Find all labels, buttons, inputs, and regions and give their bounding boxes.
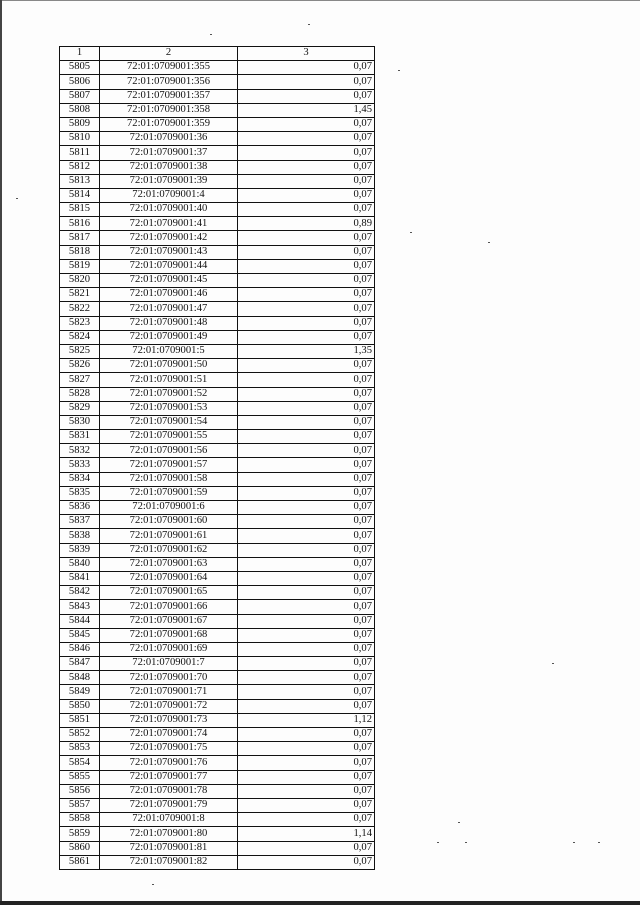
value-cell: 0,89: [238, 217, 375, 231]
row-number-cell: 5814: [60, 188, 100, 202]
table-row: [60, 288, 375, 302]
row-number-cell: 5817: [60, 231, 100, 245]
cadastral-number-cell: 72:01:0709001:43: [100, 245, 238, 259]
table-row: [60, 217, 375, 231]
row-number-cell: 5809: [60, 117, 100, 131]
page-bottom-edge: [0, 901, 640, 905]
value-cell: 1,45: [238, 103, 375, 117]
value-cell: 0,07: [238, 501, 375, 515]
cadastral-number-cell: 72:01:0709001:64: [100, 571, 238, 585]
row-number-cell: 5834: [60, 472, 100, 486]
value-cell: 0,07: [238, 203, 375, 217]
table-row: [60, 699, 375, 713]
value-cell: 0,07: [238, 75, 375, 89]
cadastral-number-cell: 72:01:0709001:73: [100, 713, 238, 727]
row-number-cell: 5806: [60, 75, 100, 89]
cadastral-number-cell: 72:01:0709001:67: [100, 614, 238, 628]
value-cell: 0,07: [238, 330, 375, 344]
page-left-edge: [0, 0, 2, 905]
value-cell: 0,07: [238, 699, 375, 713]
row-number-cell: 5857: [60, 798, 100, 812]
value-cell: 0,07: [238, 174, 375, 188]
value-cell: 0,07: [238, 784, 375, 798]
scan-speck: [437, 842, 439, 843]
cadastral-number-cell: 72:01:0709001:358: [100, 103, 238, 117]
table-row: [60, 784, 375, 798]
value-cell: 0,07: [238, 486, 375, 500]
value-cell: 0,07: [238, 841, 375, 855]
row-number-cell: 5837: [60, 515, 100, 529]
value-cell: 0,07: [238, 642, 375, 656]
row-number-cell: 5855: [60, 770, 100, 784]
column-header-1: 1: [60, 47, 100, 61]
table-row: [60, 274, 375, 288]
table-row: [60, 415, 375, 429]
row-number-cell: 5816: [60, 217, 100, 231]
scan-speck: [16, 198, 18, 199]
cadastral-number-cell: 72:01:0709001:81: [100, 841, 238, 855]
table-row: [60, 742, 375, 756]
table-row: [60, 685, 375, 699]
scan-speck: [488, 242, 490, 243]
value-cell: 0,07: [238, 359, 375, 373]
table-row: [60, 642, 375, 656]
cadastral-number-cell: 72:01:0709001:74: [100, 728, 238, 742]
value-cell: 0,07: [238, 472, 375, 486]
row-number-cell: 5848: [60, 671, 100, 685]
value-cell: 0,07: [238, 259, 375, 273]
value-cell: 0,07: [238, 430, 375, 444]
table-body: [60, 61, 375, 870]
row-number-cell: 5819: [60, 259, 100, 273]
cadastral-number-cell: 72:01:0709001:42: [100, 231, 238, 245]
table-row: [60, 89, 375, 103]
row-number-cell: 5842: [60, 586, 100, 600]
column-header-2: 2: [100, 47, 238, 61]
table-row: [60, 203, 375, 217]
row-number-cell: 5807: [60, 89, 100, 103]
table-row: [60, 359, 375, 373]
page-top-edge: [0, 0, 640, 1]
scan-speck: [398, 70, 400, 71]
cadastral-number-cell: 72:01:0709001:40: [100, 203, 238, 217]
row-number-cell: 5812: [60, 160, 100, 174]
row-number-cell: 5861: [60, 855, 100, 869]
table-row: [60, 188, 375, 202]
scan-speck: [598, 842, 600, 843]
table-row: [60, 841, 375, 855]
cadastral-number-cell: 72:01:0709001:62: [100, 543, 238, 557]
row-number-cell: 5811: [60, 146, 100, 160]
value-cell: 0,07: [238, 855, 375, 869]
table-header-row: [60, 47, 375, 61]
cadastral-number-cell: 72:01:0709001:75: [100, 742, 238, 756]
table-row: [60, 458, 375, 472]
value-cell: 0,07: [238, 316, 375, 330]
table-row: [60, 330, 375, 344]
row-number-cell: 5849: [60, 685, 100, 699]
value-cell: 0,07: [238, 188, 375, 202]
row-number-cell: 5844: [60, 614, 100, 628]
table-row: [60, 728, 375, 742]
cadastral-number-cell: 72:01:0709001:49: [100, 330, 238, 344]
table-row: [60, 373, 375, 387]
value-cell: 0,07: [238, 543, 375, 557]
value-cell: 0,07: [238, 231, 375, 245]
table-row: [60, 472, 375, 486]
table-row: [60, 586, 375, 600]
cadastral-number-cell: 72:01:0709001:7: [100, 657, 238, 671]
value-cell: 0,07: [238, 288, 375, 302]
row-number-cell: 5813: [60, 174, 100, 188]
table-row: [60, 529, 375, 543]
value-cell: 0,07: [238, 245, 375, 259]
row-number-cell: 5827: [60, 373, 100, 387]
table-row: [60, 259, 375, 273]
row-number-cell: 5808: [60, 103, 100, 117]
value-cell: 0,07: [238, 557, 375, 571]
value-cell: 0,07: [238, 657, 375, 671]
cadastral-number-cell: 72:01:0709001:58: [100, 472, 238, 486]
row-number-cell: 5815: [60, 203, 100, 217]
table-row: [60, 103, 375, 117]
cadastral-number-cell: 72:01:0709001:79: [100, 798, 238, 812]
row-number-cell: 5824: [60, 330, 100, 344]
value-cell: 0,07: [238, 770, 375, 784]
cadastral-number-cell: 72:01:0709001:38: [100, 160, 238, 174]
row-number-cell: 5821: [60, 288, 100, 302]
value-cell: 0,07: [238, 274, 375, 288]
table-row: [60, 614, 375, 628]
scan-speck: [458, 822, 460, 823]
value-cell: 0,07: [238, 132, 375, 146]
table-row: [60, 770, 375, 784]
value-cell: 0,07: [238, 628, 375, 642]
cadastral-number-cell: 72:01:0709001:5: [100, 344, 238, 358]
table-row: [60, 671, 375, 685]
cadastral-number-cell: 72:01:0709001:54: [100, 415, 238, 429]
table-row: [60, 387, 375, 401]
cadastral-number-cell: 72:01:0709001:72: [100, 699, 238, 713]
row-number-cell: 5851: [60, 713, 100, 727]
row-number-cell: 5839: [60, 543, 100, 557]
scan-speck: [573, 842, 575, 843]
cadastral-number-cell: 72:01:0709001:56: [100, 444, 238, 458]
table-row: [60, 628, 375, 642]
row-number-cell: 5838: [60, 529, 100, 543]
value-cell: 0,07: [238, 529, 375, 543]
value-cell: 0,07: [238, 571, 375, 585]
row-number-cell: 5805: [60, 61, 100, 75]
value-cell: 0,07: [238, 160, 375, 174]
cadastral-number-cell: 72:01:0709001:4: [100, 188, 238, 202]
scan-speck: [308, 24, 310, 25]
value-cell: 0,07: [238, 444, 375, 458]
value-cell: 0,07: [238, 586, 375, 600]
value-cell: 0,07: [238, 387, 375, 401]
table-row: [60, 344, 375, 358]
cadastral-number-cell: 72:01:0709001:50: [100, 359, 238, 373]
table-row: [60, 827, 375, 841]
cadastral-number-cell: 72:01:0709001:66: [100, 600, 238, 614]
row-number-cell: 5836: [60, 501, 100, 515]
row-number-cell: 5852: [60, 728, 100, 742]
scan-speck: [210, 34, 212, 35]
table-row: [60, 174, 375, 188]
table-row: [60, 543, 375, 557]
table-row: [60, 160, 375, 174]
cadastral-number-cell: 72:01:0709001:44: [100, 259, 238, 273]
cadastral-number-cell: 72:01:0709001:37: [100, 146, 238, 160]
scan-speck: [552, 663, 554, 664]
value-cell: 0,07: [238, 117, 375, 131]
table-row: [60, 657, 375, 671]
row-number-cell: 5818: [60, 245, 100, 259]
table-row: [60, 75, 375, 89]
cadastral-number-cell: 72:01:0709001:6: [100, 501, 238, 515]
row-number-cell: 5820: [60, 274, 100, 288]
row-number-cell: 5832: [60, 444, 100, 458]
row-number-cell: 5859: [60, 827, 100, 841]
value-cell: 0,07: [238, 685, 375, 699]
row-number-cell: 5850: [60, 699, 100, 713]
cadastral-number-cell: 72:01:0709001:70: [100, 671, 238, 685]
table-row: [60, 245, 375, 259]
value-cell: 0,07: [238, 600, 375, 614]
row-number-cell: 5830: [60, 415, 100, 429]
cadastral-number-cell: 72:01:0709001:55: [100, 430, 238, 444]
value-cell: 0,07: [238, 756, 375, 770]
table-row: [60, 401, 375, 415]
row-number-cell: 5829: [60, 401, 100, 415]
table-row: [60, 444, 375, 458]
value-cell: 0,07: [238, 61, 375, 75]
value-cell: 1,12: [238, 713, 375, 727]
table-row: [60, 571, 375, 585]
row-number-cell: 5847: [60, 657, 100, 671]
value-cell: 0,07: [238, 728, 375, 742]
row-number-cell: 5843: [60, 600, 100, 614]
value-cell: 1,35: [238, 344, 375, 358]
table-row: [60, 813, 375, 827]
row-number-cell: 5846: [60, 642, 100, 656]
value-cell: 0,07: [238, 302, 375, 316]
table-row: [60, 302, 375, 316]
cadastral-number-cell: 72:01:0709001:76: [100, 756, 238, 770]
value-cell: 0,07: [238, 458, 375, 472]
cadastral-number-cell: 72:01:0709001:36: [100, 132, 238, 146]
value-cell: 0,07: [238, 515, 375, 529]
table-row: [60, 855, 375, 869]
row-number-cell: 5823: [60, 316, 100, 330]
cadastral-number-cell: 72:01:0709001:39: [100, 174, 238, 188]
cadastral-number-cell: 72:01:0709001:61: [100, 529, 238, 543]
cadastral-number-cell: 72:01:0709001:46: [100, 288, 238, 302]
row-number-cell: 5840: [60, 557, 100, 571]
row-number-cell: 5853: [60, 742, 100, 756]
cadastral-number-cell: 72:01:0709001:48: [100, 316, 238, 330]
table-row: [60, 600, 375, 614]
value-cell: 0,07: [238, 671, 375, 685]
cadastral-number-cell: 72:01:0709001:47: [100, 302, 238, 316]
row-number-cell: 5825: [60, 344, 100, 358]
table-row: [60, 117, 375, 131]
cadastral-number-cell: 72:01:0709001:357: [100, 89, 238, 103]
row-number-cell: 5833: [60, 458, 100, 472]
cadastral-number-cell: 72:01:0709001:78: [100, 784, 238, 798]
cadastral-number-cell: 72:01:0709001:45: [100, 274, 238, 288]
table-row: [60, 515, 375, 529]
value-cell: 0,07: [238, 798, 375, 812]
row-number-cell: 5854: [60, 756, 100, 770]
value-cell: 0,07: [238, 146, 375, 160]
cadastral-number-cell: 72:01:0709001:80: [100, 827, 238, 841]
table-row: [60, 430, 375, 444]
row-number-cell: 5810: [60, 132, 100, 146]
cadastral-number-cell: 72:01:0709001:82: [100, 855, 238, 869]
cadastral-number-cell: 72:01:0709001:63: [100, 557, 238, 571]
cadastral-number-cell: 72:01:0709001:68: [100, 628, 238, 642]
row-number-cell: 5856: [60, 784, 100, 798]
row-number-cell: 5860: [60, 841, 100, 855]
cadastral-number-cell: 72:01:0709001:356: [100, 75, 238, 89]
value-cell: 0,07: [238, 614, 375, 628]
cadastral-number-cell: 72:01:0709001:57: [100, 458, 238, 472]
table-row: [60, 798, 375, 812]
row-number-cell: 5858: [60, 813, 100, 827]
row-number-cell: 5826: [60, 359, 100, 373]
table-row: [60, 713, 375, 727]
row-number-cell: 5828: [60, 387, 100, 401]
table-row: [60, 486, 375, 500]
table-row: [60, 132, 375, 146]
row-number-cell: 5845: [60, 628, 100, 642]
cadastral-number-cell: 72:01:0709001:359: [100, 117, 238, 131]
scan-speck: [152, 884, 154, 885]
cadastral-number-cell: 72:01:0709001:41: [100, 217, 238, 231]
table-row: [60, 61, 375, 75]
table-row: [60, 231, 375, 245]
value-cell: 0,07: [238, 401, 375, 415]
parcel-table: [59, 46, 375, 870]
cadastral-number-cell: 72:01:0709001:52: [100, 387, 238, 401]
cadastral-number-cell: 72:01:0709001:51: [100, 373, 238, 387]
cadastral-number-cell: 72:01:0709001:8: [100, 813, 238, 827]
cadastral-number-cell: 72:01:0709001:355: [100, 61, 238, 75]
row-number-cell: 5831: [60, 430, 100, 444]
cadastral-number-cell: 72:01:0709001:65: [100, 586, 238, 600]
value-cell: 0,07: [238, 742, 375, 756]
value-cell: 0,07: [238, 89, 375, 103]
value-cell: 0,07: [238, 813, 375, 827]
table-row: [60, 316, 375, 330]
scan-speck: [465, 842, 467, 843]
row-number-cell: 5822: [60, 302, 100, 316]
value-cell: 0,07: [238, 415, 375, 429]
table-row: [60, 146, 375, 160]
cadastral-number-cell: 72:01:0709001:53: [100, 401, 238, 415]
cadastral-number-cell: 72:01:0709001:60: [100, 515, 238, 529]
table-row: [60, 501, 375, 515]
cadastral-number-cell: 72:01:0709001:71: [100, 685, 238, 699]
cadastral-number-cell: 72:01:0709001:77: [100, 770, 238, 784]
value-cell: 1,14: [238, 827, 375, 841]
row-number-cell: 5841: [60, 571, 100, 585]
scan-speck: [410, 232, 412, 233]
cadastral-number-cell: 72:01:0709001:59: [100, 486, 238, 500]
cadastral-number-cell: 72:01:0709001:69: [100, 642, 238, 656]
table-row: [60, 756, 375, 770]
row-number-cell: 5835: [60, 486, 100, 500]
value-cell: 0,07: [238, 373, 375, 387]
column-header-3: 3: [238, 47, 375, 61]
table-row: [60, 557, 375, 571]
